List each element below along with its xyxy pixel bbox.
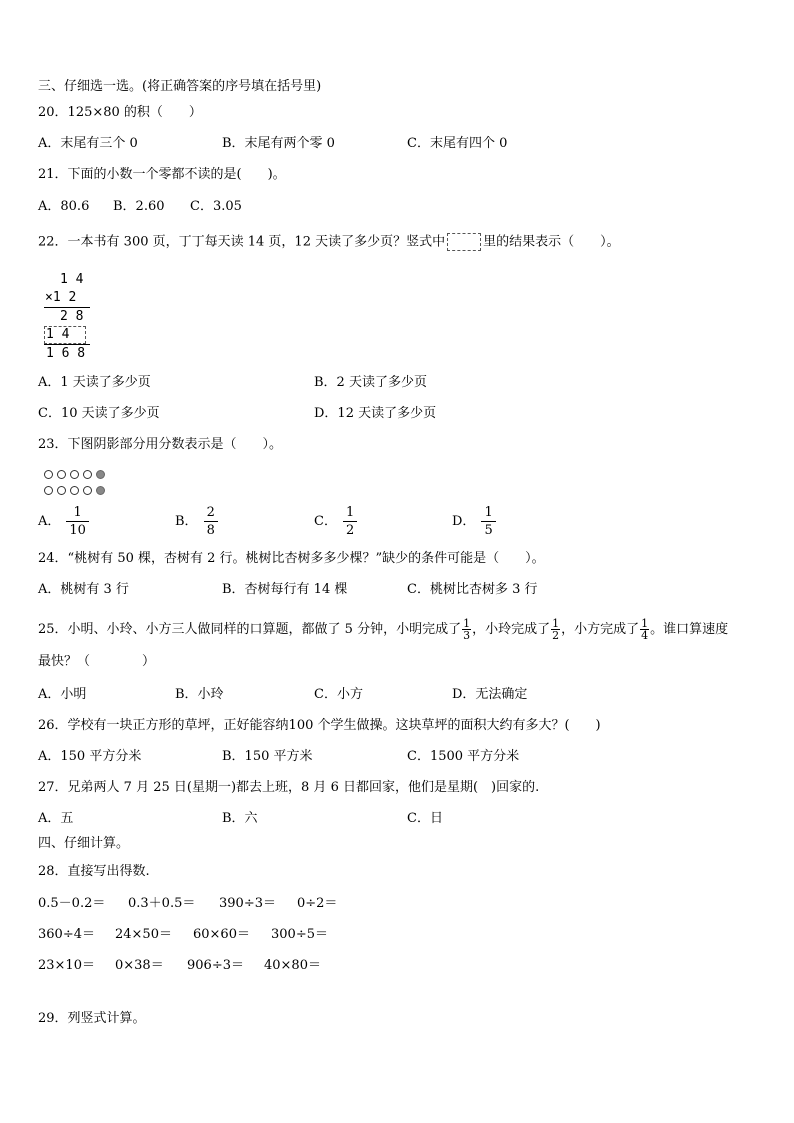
q27-stem: 27．兄弟两人 7 月 25 日(星期一)都去上班，8 月 6 日都回家，他们是星期( )回家的. — [38, 780, 540, 795]
fraction-numerator: 1 — [552, 617, 560, 630]
q23-option-a — [38, 504, 95, 539]
section-4-title: 四、仔细计算。 — [38, 836, 130, 851]
q21-stem: 21．下面的小数一个零都不读的是( )。 — [38, 167, 286, 182]
vertical-row-4: 1 4 — [46, 327, 70, 342]
q25-fraction-ming — [462, 618, 471, 641]
calc-item: 360÷4＝ — [38, 927, 95, 942]
fraction-denominator: 2 — [552, 629, 560, 642]
q23-option-c-fraction — [343, 504, 357, 539]
q27-option-a: A．五 — [38, 811, 74, 826]
calc-item: 0÷2＝ — [297, 896, 338, 911]
fraction-denominator: 5 — [484, 523, 493, 538]
q23-option-d — [452, 504, 502, 539]
calc-item: 906÷3＝ — [187, 958, 244, 973]
q23-option-d-fraction — [481, 504, 495, 539]
circle — [57, 486, 66, 495]
fraction-numerator: 2 — [204, 504, 218, 522]
q23-option-b — [175, 504, 224, 539]
q20-stem: 20．125×80 的积（ ） — [38, 105, 202, 120]
q21-option-c: C．3.05 — [190, 199, 242, 214]
q22-option-a: A．1 天读了多少页 — [38, 375, 151, 390]
q21-option-a: A．80.6 — [38, 199, 90, 214]
fraction-denominator: 3 — [463, 629, 471, 642]
shaded-circle — [96, 470, 105, 479]
calc-item: 40×80＝ — [264, 958, 321, 973]
q24-stem: 24．“桃树有 50 棵，杏树有 2 行。桃树比杏树多多少棵？”缺少的条件可能是（ ）。 — [38, 551, 545, 566]
q23-stem: 23．下图阴影部分用分数表示是（ ）。 — [38, 437, 283, 452]
fraction-numerator: 1 — [641, 617, 649, 630]
calc-item: 0.5－0.2＝ — [38, 896, 106, 911]
q25-stem-part-4: 。谁口算速度 — [650, 622, 729, 637]
q25-stem-line-2: 最快？（ ） — [38, 654, 156, 669]
q26-option-c: C．1500 平方分米 — [407, 749, 520, 764]
vertical-row-3: 2 8 — [60, 309, 84, 324]
q29-stem: 29．列竖式计算。 — [38, 1011, 146, 1026]
q27-option-c: C．日 — [407, 811, 443, 826]
q22-stem-after: 里的结果表示（ ）。 — [483, 234, 620, 250]
calc-item: 390÷3＝ — [219, 896, 276, 911]
q23-option-d-label: D． — [452, 514, 476, 529]
circle — [70, 486, 79, 495]
fraction-numerator: 1 — [343, 504, 357, 522]
q23-option-c-label: C． — [314, 514, 337, 529]
circle — [83, 470, 92, 479]
q26-option-a: A．150 平方分米 — [38, 749, 142, 764]
calc-item: 300÷5＝ — [271, 927, 328, 942]
q20-option-b: B．末尾有两个零 0 — [222, 136, 335, 151]
circle — [44, 486, 53, 495]
calc-item: 0×38＝ — [115, 958, 164, 973]
q28-stem: 28．直接写出得数. — [38, 864, 150, 879]
q22-vertical-multiplication — [42, 270, 102, 365]
q25-stem-part-2: ，小玲完成了 — [472, 622, 551, 637]
q20-option-c: C．末尾有四个 0 — [407, 136, 508, 151]
q26-option-b: B．150 平方米 — [222, 749, 313, 764]
q23-option-a-label: A． — [38, 514, 61, 529]
q25-stem-part-1: 25．小明、小玲、小方三人做同样的口算题，都做了 5 分钟，小明完成了 — [38, 622, 462, 637]
q25-option-a: A．小明 — [38, 687, 87, 702]
fraction-numerator: 1 — [66, 504, 89, 522]
shaded-circle — [96, 486, 105, 495]
q23-option-b-fraction — [204, 504, 218, 539]
vertical-row-2: ×1 2 — [45, 290, 77, 305]
q20-option-a: A．末尾有三个 0 — [38, 136, 138, 151]
calc-item: 23×10＝ — [38, 958, 95, 973]
calc-item: 60×60＝ — [193, 927, 250, 942]
q21-option-b: B．2.60 — [113, 199, 165, 214]
calc-item: 24×50＝ — [115, 927, 172, 942]
vertical-row-1: 1 4 — [60, 272, 84, 287]
vertical-row-5: 1 6 8 — [46, 346, 86, 361]
fraction-numerator: 1 — [463, 617, 471, 630]
vertical-line-1 — [44, 307, 90, 308]
q26-stem: 26．学校有一块正方形的草坪，正好能容纳100 个学生做操。这块草坪的面积大约有多大？( ) — [38, 718, 601, 733]
q27-option-b: B．六 — [222, 811, 258, 826]
q25-fraction-fang — [640, 618, 649, 641]
circle — [44, 470, 53, 479]
fraction-denominator: 4 — [641, 629, 649, 642]
q25-fraction-ling — [551, 618, 560, 641]
q22-option-c: C．10 天读了多少页 — [38, 406, 160, 421]
q25-stem-line-1 — [38, 618, 728, 641]
q23-option-c — [314, 504, 363, 539]
q22-dashed-box — [447, 233, 481, 251]
circle — [70, 470, 79, 479]
calc-item: 0.3＋0.5＝ — [128, 896, 196, 911]
q22-stem — [38, 233, 620, 252]
section-3-title: 三、仔细选一选。(将正确答案的序号填在括号里) — [38, 79, 322, 94]
fraction-numerator: 1 — [481, 504, 495, 522]
q22-option-d: D．12 天读了多少页 — [314, 406, 437, 421]
q25-stem-part-3: ，小方完成了 — [561, 622, 640, 637]
fraction-denominator: 8 — [206, 523, 215, 538]
circle — [83, 486, 92, 495]
q24-option-a: A．桃树有 3 行 — [38, 582, 129, 597]
q25-option-c: C．小方 — [314, 687, 363, 702]
q25-option-d: D．无法确定 — [452, 687, 528, 702]
q24-option-b: B．杏树每行有 14 棵 — [222, 582, 348, 597]
fraction-denominator: 2 — [345, 523, 355, 538]
q25-option-b: B．小玲 — [175, 687, 224, 702]
q22-option-b: B．2 天读了多少页 — [314, 375, 427, 390]
vertical-line-2 — [44, 344, 90, 345]
q23-circle-figure — [44, 470, 124, 500]
q24-option-c: C．桃树比杏树多 3 行 — [407, 582, 538, 597]
q22-stem-before: 22．一本书有 300 页，丁丁每天读 14 页，12 天读了多少页？竖式中 — [38, 234, 446, 250]
q23-option-a-fraction — [66, 504, 89, 539]
fraction-denominator: 10 — [69, 523, 86, 538]
circle — [57, 470, 66, 479]
q23-option-b-label: B． — [175, 514, 198, 529]
